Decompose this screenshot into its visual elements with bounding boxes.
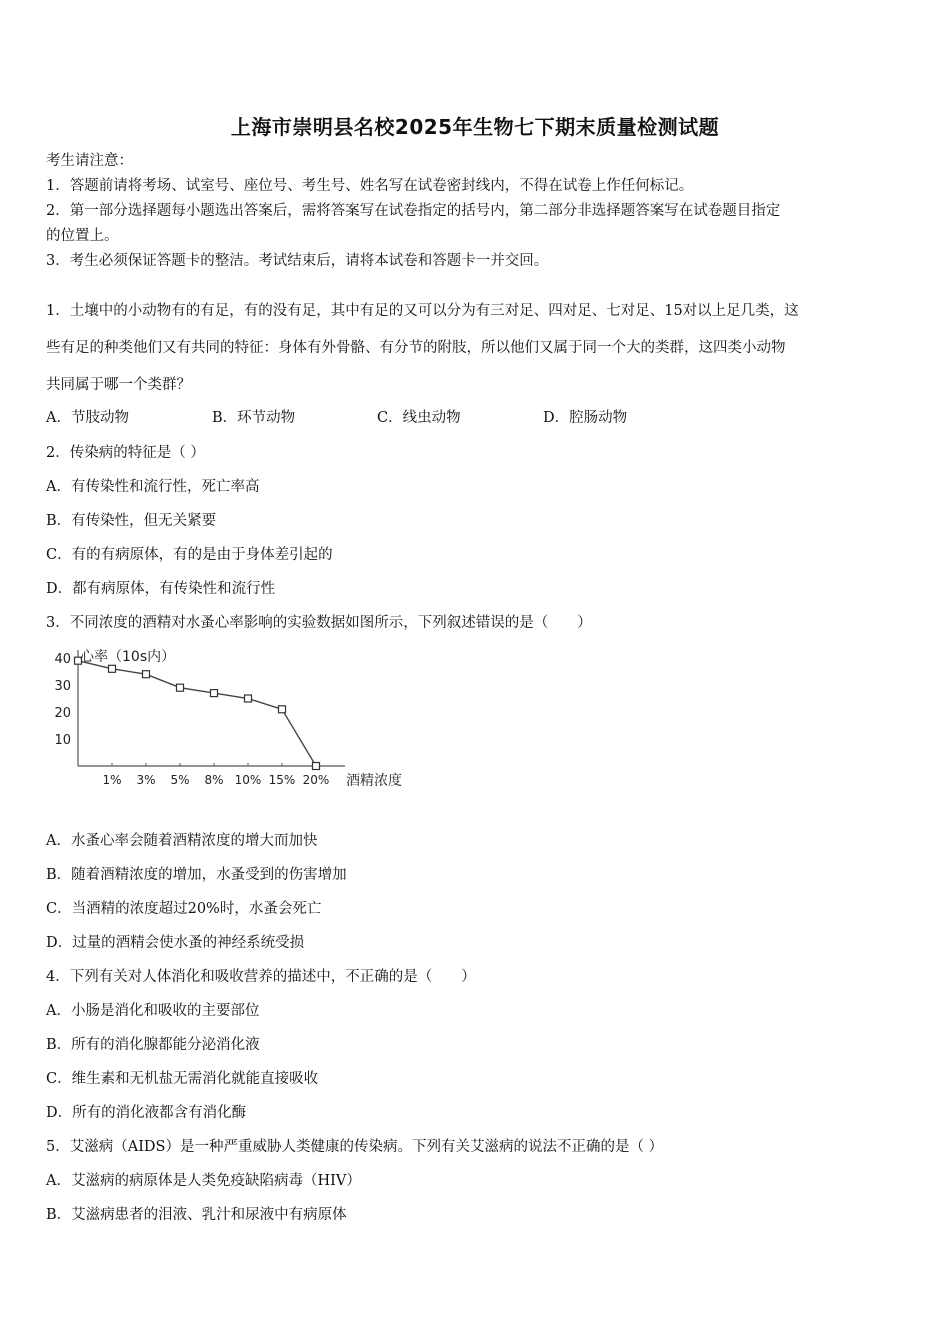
x-tick-label: 5% [170,773,190,787]
notice-heading: 考生请注意： [46,153,133,169]
notice-item: 的位置上。 [46,228,119,244]
q3-option-a: A．水蚤心率会随着酒精浓度的增大而加快 [46,833,318,849]
notice-item: 1．答题前请将考场、试室号、座位号、考生号、姓名写在试卷密封线内，不得在试卷上作任何标记。 [46,178,694,194]
q5-option-b: B．艾滋病患者的泪液、乳汁和尿液中有病原体 [46,1207,347,1223]
x-axis-title: 酒精浓度 [346,773,402,789]
q3-option-b: B．随着酒精浓度的增加，水蚤受到的伤害增加 [46,867,347,883]
x-tick-label: 10% [234,773,262,787]
y-tick-label: 30 [54,679,71,694]
notice-item: 3．考生必须保证答题卡的整洁。考试结束后，请将本试卷和答题卡一并交回。 [46,253,549,269]
q4-option-b: B．所有的消化腺都能分泌消化液 [46,1037,260,1053]
q1-stem-line: 共同属于哪一个类群？ [46,377,191,393]
q4-option-d: D．所有的消化液都含有消化酶 [46,1105,247,1121]
data-point [109,665,116,672]
q4-option-c: C．维生素和无机盐无需消化就能直接吸收 [46,1071,319,1087]
data-point [177,684,184,691]
x-tick-label: 3% [136,773,156,787]
q2-option-c: C．有的有病原体，有的是由于身体差引起的 [46,547,333,563]
q1-stem-line: 些有足的种类他们又有共同的特征：身体有外骨骼、有分节的附肢，所以他们又属于同一个大的类群，这四类小动物 [46,340,786,356]
y-tick-label: 10 [54,733,71,748]
q5-stem: 5．艾滋病（AIDS）是一种严重威胁人类健康的传染病。下列有关艾滋病的说法不正确的是（ ） [46,1139,664,1155]
x-tick-label: 1% [102,773,122,787]
q4-stem: 4．下列有关对人体消化和吸收营养的描述中，不正确的是（ ） [46,969,476,985]
q1-option-c: C．线虫动物 [377,410,461,426]
data-point [211,690,218,697]
data-point [143,671,150,678]
q1-stem-line: 1．土壤中的小动物有的有足，有的没有足，其中有足的又可以分为有三对足、四对足、七对足、15对以上足几类，这 [46,303,799,319]
x-tick-label: 20% [302,773,330,787]
y-tick-label: 40 [54,652,71,667]
x-tick-label: 15% [268,773,296,787]
data-point [245,695,252,702]
chart-labels [54,648,402,789]
q2-option-a: A．有传染性和流行性，死亡率高 [46,479,260,495]
x-tick-label: 8% [204,773,224,787]
q4-option-a: A．小肠是消化和吸收的主要部位 [46,1003,260,1019]
y-axis-title: 心率（10s内） [80,649,176,665]
page-title: 上海市崇明县名校2025年生物七下期末质量检测试题 [230,115,720,139]
notice-item: 2．第一部分选择题每小题选出答案后，需将答案写在试卷指定的括号内，第二部分非选择题答案写在试卷题目指定 [46,203,781,219]
q3-option-d: D．过量的酒精会使水蚤的神经系统受损 [46,935,305,951]
q1-option-d: D．腔肠动物 [543,410,628,426]
heart-rate-chart [40,640,420,800]
data-point [313,763,320,770]
q2-option-d: D．都有病原体，有传染性和流行性 [46,581,276,597]
q5-option-a: A．艾滋病的病原体是人类免疫缺陷病毒（HIV） [46,1173,361,1189]
chart-points [75,657,320,769]
q1-option-b: B．环节动物 [212,410,296,426]
data-point [279,706,286,713]
q3-stem: 3．不同浓度的酒精对水蚤心率影响的实验数据如图所示，下列叙述错误的是（ ） [46,615,592,631]
q1-option-a: A．节肢动物 [46,410,129,426]
y-tick-label: 20 [54,706,71,721]
q3-option-c: C．当酒精的浓度超过20%时，水蚤会死亡 [46,901,322,917]
q2-stem: 2．传染病的特征是（ ） [46,445,205,461]
q2-option-b: B．有传染性，但无关紧要 [46,513,217,529]
